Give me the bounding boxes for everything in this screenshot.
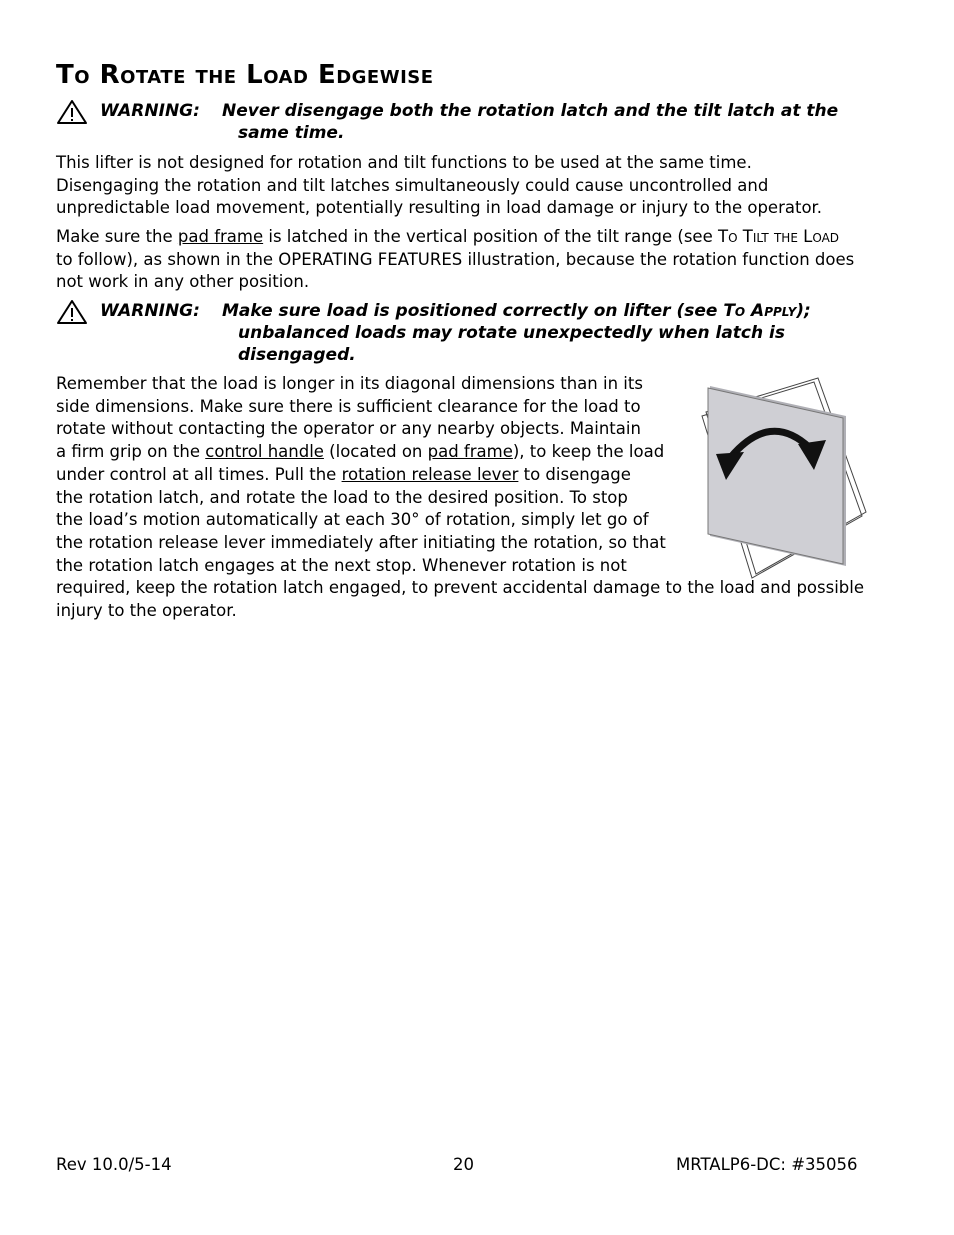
warning-text: Make sure load is positioned correctly on lifter (see To Apply); unbalanced loads may rotate unexpectedly when latch is disengaged. [222,301,811,365]
footer-document-id: MRTALP6-DC: #35056 [676,1155,858,1174]
footer-page-number: 20 [453,1155,474,1174]
warning-text: Never disengage both the rotation latch and the tilt latch at the same time. [222,101,839,143]
tilt-load-reference[interactable]: To Tilt the Load [717,227,840,246]
to-apply-reference[interactable]: To Apply [723,301,797,321]
warning-label: WARNING: [100,301,200,321]
paragraph-pad-frame: Make sure the pad frame is latched in the vertical position of the tilt range (see To Tilt the Load to follow), as shown in the OPERATING FEATURES illustration, because the rotation function does not work in any other position. [56,227,855,292]
paragraph-not-designed: This lifter is not designed for rotation and tilt functions to be used at the same time. Disengaging the rotation and tilt latches simultaneously could cause uncontrolled and unpredictable load movement, potentially resulting in load damage or injury to the operator. [56,153,823,218]
pad-frame-link[interactable]: pad frame [427,442,513,462]
rotation-release-lever-link[interactable]: rotation release lever [341,464,519,484]
paragraph-rotation-instructions: Remember that the load is longer in its diagonal dimensions than in its side dimensions. Make sure there is sufficient clearance for the load to rotate without contacting the operator or any nearby objects. Maintain a firm grip on the control handle (located on pad frame), to keep the load under control at all times. Pull the rotation release lever to disengage the rotation latch, and rotate the load to the desired position. To stop the load’s motion automatically at each 30° of rotation, simply let go of the rotation release lever immediately after initiating the rotation, so that the rotation latch engages at the next stop. Whenever rotation is not required, keep the rotation latch engaged, to prevent accidental damage to the load and possible injury to the operator. [56,374,865,621]
rotating-load-illustration [686,374,870,580]
warning-triangle-icon [56,99,88,125]
warning-label: WARNING: [100,101,200,121]
warning-triangle-icon [56,299,88,325]
section-heading: To Rotate the Load Edgewise [56,60,434,90]
control-handle-link[interactable]: control handle [205,442,324,462]
pad-frame-link[interactable]: pad frame [177,227,264,246]
footer-revision: Rev 10.0/5-14 [56,1155,172,1174]
